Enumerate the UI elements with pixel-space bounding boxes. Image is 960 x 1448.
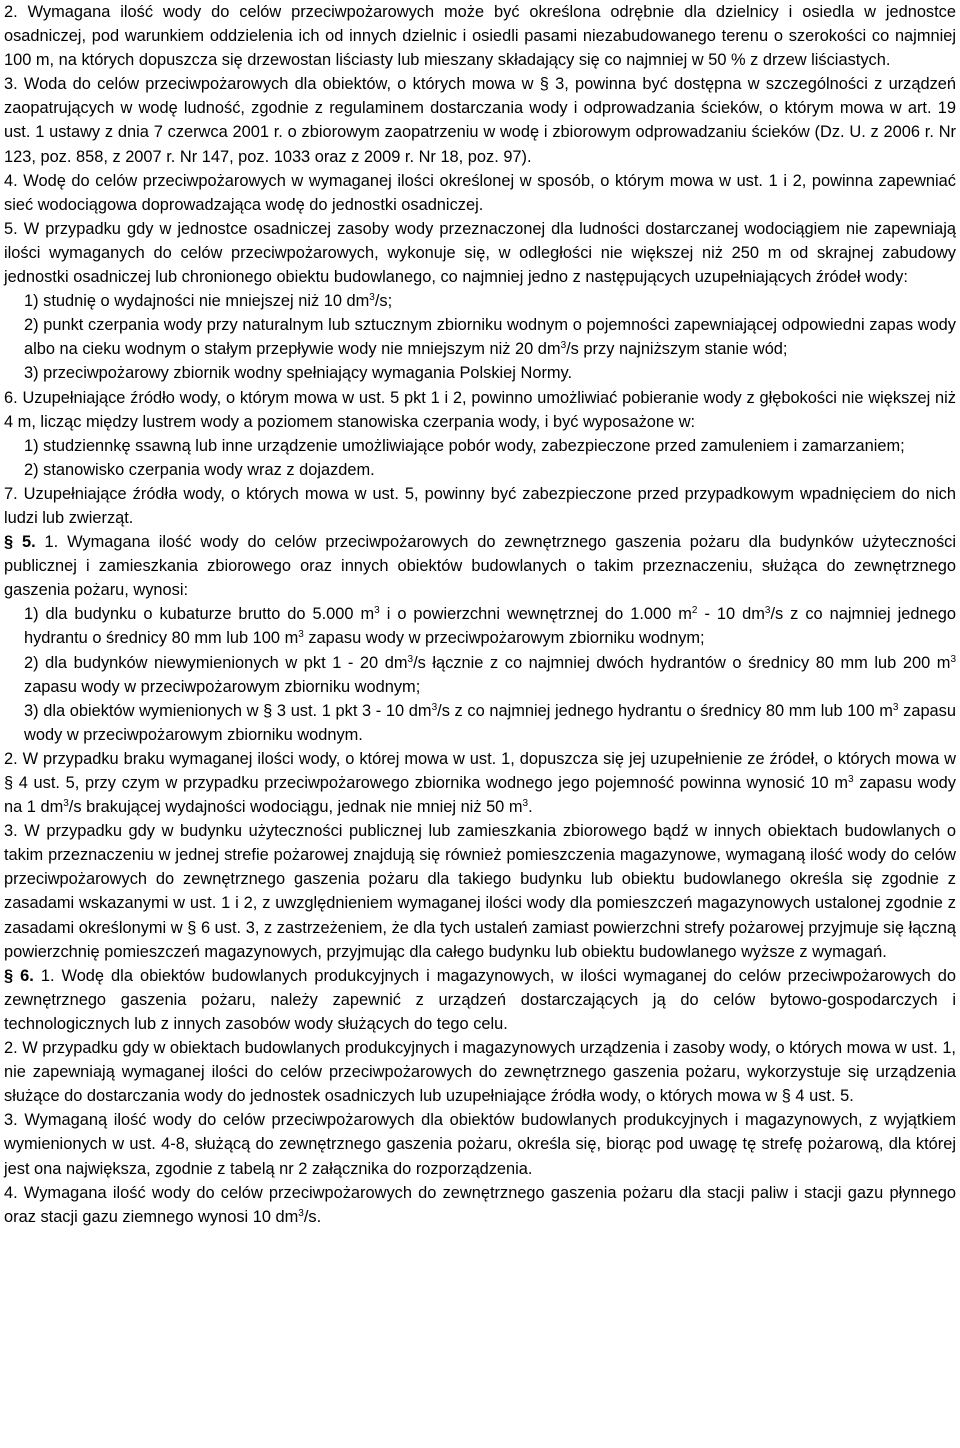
text-run: 5. W przypadku gdy w jednostce osadniczej zasoby wody przeznaczonej dla ludności dostarczanej wodociągiem nie zapewniają ilości wymaganych do celów przeciwpożarowych, wykonuje się, w odległości nie większej niż 250 m od skrajnej zabudowy jednostki osadniczej lub chronionego obiektu budowlanego, co najmniej jedno z następujących uzupełniających źródeł wody:: [4, 219, 956, 287]
list-item: [4, 434, 956, 458]
text-run: 3. Wymaganą ilość wody do celów przeciwpożarowych dla obiektów budowlanych produkcyjnych i magazynowych, z wyjątkiem wymienionych w ust. 4-8, służącą do zewnętrznego gaszenia pożaru, określa się, biorąc pod uwagę tę strefę pożarową, dla której jest ona największa, zgodnie z tabelą nr 2 załącznika do rozporządzenia.: [4, 1111, 956, 1178]
text-run: 2. W przypadku braku wymaganej ilości wody, o której mowa w ust. 1, dopuszcza się jej uzupełnienie ze źródeł, o których mowa w § 4 ust. 5, przy czym w przypadku przeciwpożarowego zbiornika wodnego jego pojemność powinna wynosić 10 m: [4, 749, 956, 792]
text-run: 2) stanowisko czerpania wody wraz z dojazdem.: [24, 460, 375, 479]
superscript: 3: [298, 629, 304, 641]
text-run: 2) punkt czerpania wody przy naturalnym lub sztucznym zbiorniku wodnym o pojemności zapewniającej odpowiedni zapas wody albo na cieku wodnym o stałym przepływie wody nie mniejszym niż 20 dm: [24, 316, 956, 359]
list-item: [4, 602, 956, 650]
list-item: [4, 289, 956, 313]
paragraph: [4, 1108, 956, 1180]
text-run: 1) studnię o wydajności nie mniejszej niż 10 dm: [24, 292, 370, 311]
paragraph: [4, 0, 956, 72]
paragraph: [4, 386, 956, 434]
section-number: § 6.: [4, 966, 34, 985]
paragraph: [4, 1036, 956, 1108]
text-run: 3) przeciwpożarowy zbiornik wodny spełniający wymagania Polskiej Normy.: [24, 364, 573, 383]
superscript: 3: [407, 653, 414, 665]
list-item: [4, 313, 956, 361]
superscript: 3: [298, 1207, 304, 1219]
text-run: 1) studziennkę ssawną lub inne urządzenie umożliwiające pobór wody, zabezpieczone przed zamuleniem i zamarzaniem;: [24, 436, 905, 455]
paragraph: [4, 530, 956, 602]
text-run: 4. Wymagana ilość wody do celów przeciwpożarowych do zewnętrznego gaszenia pożaru dla stacji paliw i stacji gazu płynnego oraz stacji gazu ziemnego wynosi 10 dm: [4, 1183, 956, 1226]
text-run: zapasu wody w przeciwpożarowym zbiorniku wodnym;: [303, 629, 705, 648]
text-run: 1) dla budynku o kubaturze brutto do 5.000 m: [24, 605, 375, 624]
superscript: 3: [950, 653, 956, 665]
text-run: zapasu wody w przeciwpożarowym zbiorniku wodnym;: [24, 677, 421, 696]
text-run: 1. Wymagana ilość wody do celów przeciwpożarowych do zewnętrznego gaszenia pożaru dla budynków użyteczności publicznej i zamieszkania zbiorowego oraz innych obiektów budowlanych o takim przeznaczeniu, służąca do zewnętrznego gaszenia pożaru, wynosi:: [4, 533, 956, 600]
superscript: 3: [848, 774, 854, 785]
paragraph: [4, 217, 956, 289]
section-number: § 5.: [4, 533, 36, 552]
text-run: /s przy najniższym stanie wód;: [566, 340, 788, 359]
text-run: 3. Woda do celów przeciwpożarowych dla obiektów, o których mowa w § 3, powinna być dostępna w szczególności z urządzeń zaopatrujących w wodę ludność, zgodnie z regulaminem dostarczania wody i odprowadzania ścieków, o którym mowa w art. 19 ust. 1 ustawy z dnia 7 czerwca 2001 r. o zbiorowym zaopatrzeniu w wodę i zbiorowym odprowadzaniu ścieków (Dz. U. z 2006 r. Nr 123, poz. 858, z 2007 r. Nr 147, poz. 1033 oraz z 2009 r. Nr 18, poz. 97).: [4, 75, 956, 166]
paragraph: [4, 819, 956, 964]
text-run: /s z co najmniej jednego hydrantu o średnicy 80 mm lub 100 m: [24, 605, 956, 648]
superscript: 3: [560, 340, 567, 352]
text-run: 7. Uzupełniające źródła wody, o których mowa w ust. 5, powinny być zabezpieczone przed przypadkowym wpadnięciem do nich ludzi lub zwierząt.: [4, 484, 956, 527]
superscript: 3: [63, 798, 69, 810]
text-run: zapasu wody w przeciwpożarowym zbiorniku wodnym.: [24, 701, 956, 744]
text-run: i o powierzchni wewnętrznej do 1.000 m: [379, 605, 692, 624]
text-run: - 10 dm: [697, 605, 765, 624]
text-run: 1. Wodę dla obiektów budowlanych produkcyjnych i magazynowych, w ilości wymaganej do celów przeciwpożarowych do zewnętrznego gaszenia pożaru, należy zapewnić z urządzeń dostarczających ją do celów bytowo-gospodarczych i technologicznych lub z innych zasobów wody służących do tego celu.: [4, 966, 957, 1033]
text-run: /s z co najmniej jednego hydrantu o średnicy 80 mm lub 100 m: [437, 701, 893, 720]
list-item: [4, 651, 956, 699]
paragraph: [4, 1181, 956, 1229]
paragraph: [4, 482, 956, 530]
superscript: 3: [764, 605, 771, 617]
superscript: 2: [691, 605, 698, 617]
list-item: [4, 699, 956, 747]
list-item: [4, 458, 956, 482]
text-run: /s.: [303, 1207, 322, 1226]
text-run: zapasu wody na 1 dm: [4, 774, 956, 817]
paragraph: [4, 169, 956, 217]
text-run: 6. Uzupełniające źródło wody, o którym mowa w ust. 5 pkt 1 i 2, powinno umożliwiać pobieranie wody z głębokości nie większej niż 4 m, licząc między lustrem wody a poziomem stanowiska czerpania wody, i być wyposażone w:: [4, 388, 956, 431]
paragraph: [4, 964, 956, 1036]
paragraph: [4, 747, 956, 819]
text-run: 2. Wymagana ilość wody do celów przeciwpożarowych może być określona odrębnie dla dzielnicy i osiedla w jednostce osadniczej, pod warunkiem oddzielenia ich od innych dzielnic i osiedli pasami niezabudowanego terenu o szerokości co najmniej 100 m, na których dopuszcza się drzewostan liściasty lub mieszany składający się co najmniej w 50 % z drzew liściastych.: [4, 3, 956, 70]
superscript: 3: [374, 605, 380, 617]
list-item: [4, 361, 956, 385]
text-run: 3) dla obiektów wymienionych w § 3 ust. 1 pkt 3 - 10 dm: [24, 701, 432, 720]
text-run: /s;: [374, 292, 393, 311]
superscript: 3: [431, 701, 438, 713]
superscript: 3: [892, 701, 899, 713]
text-run: 4. Wodę do celów przeciwpożarowych w wymaganej ilości określonej w sposób, o którym mowa w ust. 1 i 2, powinna zapewniać sieć wodociągowa doprowadzająca wodę do jednostki osadniczej.: [4, 171, 956, 214]
text-run: 2. W przypadku gdy w obiektach budowlanych produkcyjnych i magazynowych urządzenia i zasoby wody, o których mowa w ust. 1, nie zapewniają wymaganej ilości do celów przeciwpożarowych do zewnętrznego gaszenia pożaru, wykorzystuje się urządzenia służące do dostarczania wody do jednostek osadniczych lub uzupełniające źródła wody, o których mowa w § 4 ust. 5.: [4, 1039, 956, 1106]
text-run: /s łącznie z co najmniej dwóch hydrantów o średnicy 80 mm lub 200 m: [413, 653, 951, 672]
superscript: 3: [522, 798, 529, 810]
superscript: 3: [369, 292, 375, 304]
text-run: /s brakującej wydajności wodociągu, jednak nie mniej niż 50 m: [68, 798, 523, 817]
text-run: .: [528, 798, 533, 817]
text-run: 3. W przypadku gdy w budynku użyteczności publicznej lub zamieszkania zbiorowego bądź w innych obiektach budowlanych o takim przeznaczeniu w jednej strefie pożarowej znajdują się również pomieszczenia magazynowe, wymaganą ilość wody do celów przeciwpożarowych do zewnętrznego gaszenia pożaru dla takiego budynku lub obiektu budowlanego określa się zgodnie z zasadami wskazanymi w ust. 1 i 2, z uwzględnieniem wymaganej ilości wody dla pomieszczeń magazynowych ustalonej zgodnie z zasadami określonymi w § 6 ust. 3, z zastrzeżeniem, że dla tych ustaleń zamiast powierzchni strefy pożarowej przyjmuje się łączną powierzchnię pomieszczeń magazynowych, przyjmując dla całego budynku lub obiektu budowlanego wyższe z wymagań.: [4, 822, 956, 961]
paragraph: [4, 72, 956, 168]
text-run: 2) dla budynków niewymienionych w pkt 1 - 20 dm: [24, 653, 408, 672]
